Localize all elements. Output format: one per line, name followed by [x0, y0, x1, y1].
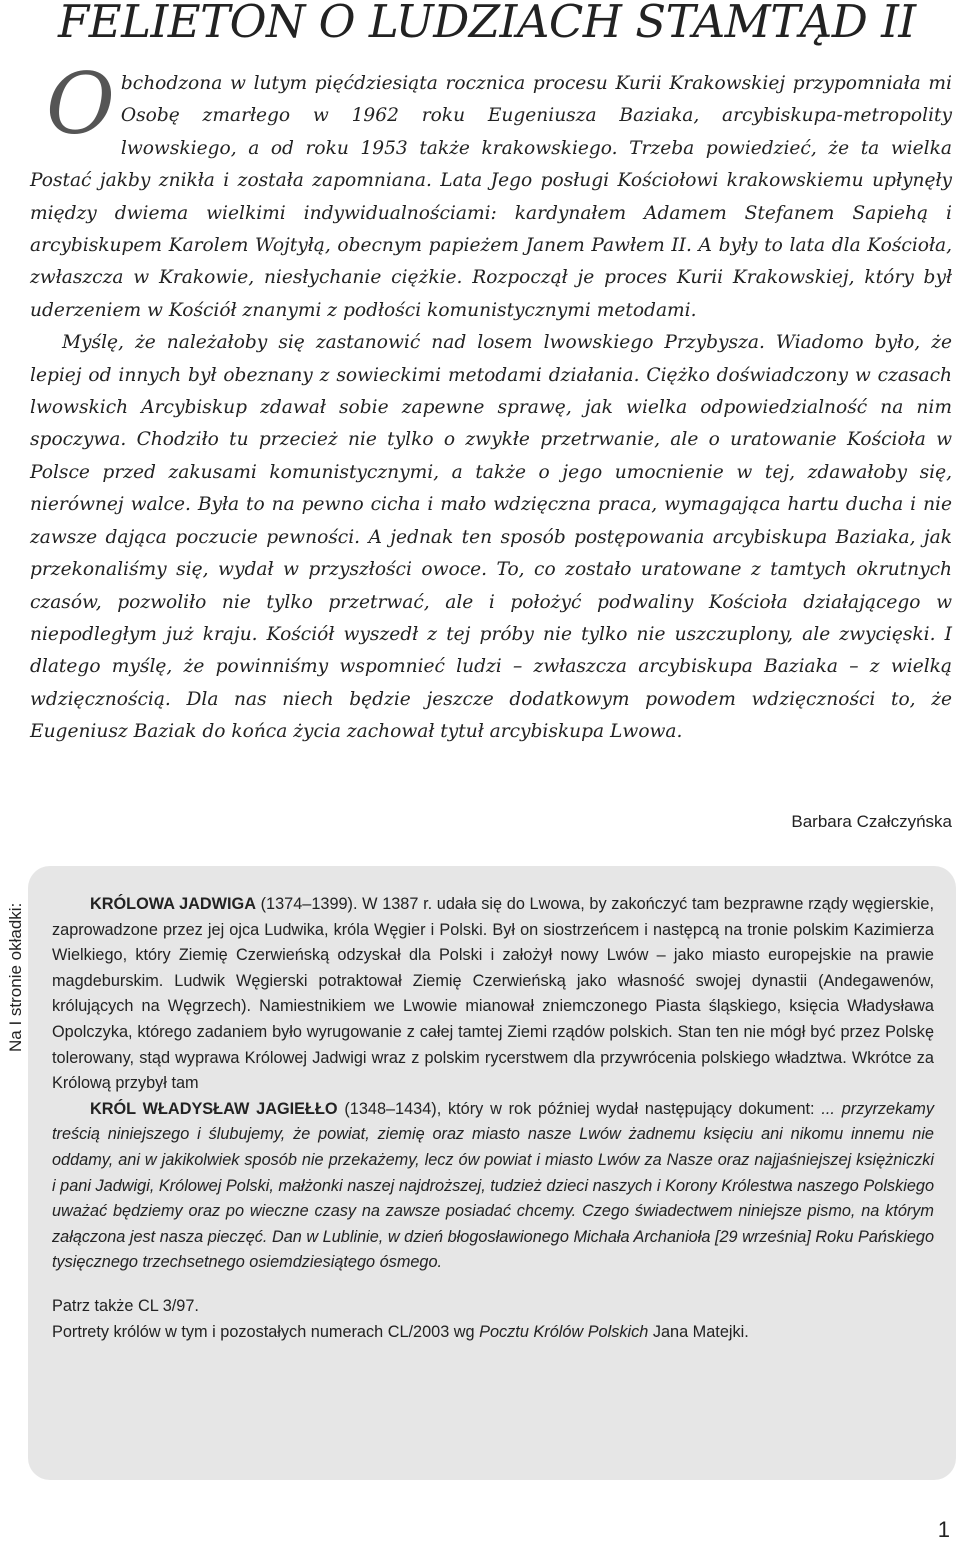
article-paragraph-2: Myślę, że należałoby się zastanowić nad losem lwowskiego Przybysza. Wiadomo było, że lepiej od innych był obeznany z sowieckimi metodami działania. Ciężko doświadczony w czasach lwowskich Arcybiskup zdawał sobie zapewne sprawę, jak wielka odpowiedzialność na nim spoczywa. Chodziło tu przecież nie tylko o zwykłe przetrwanie, ale o uratowanie Kościoła w Polsce przed zakusami komunistycznymi, a także o jego umocnienie w tej, zdawałoby się, nierównej walce. Była to na pewno cicha i mało wdzięczna praca, wymagająca hartu ducha i nie zawsze dająca poczucie pewności. A jednak ten sposób postępowania arcybiskupa Baziaka, jak przekonaliśmy się, wydał w przyszłości owoce. To, co zostało uratowane z tamtych okrutnych czasów, pozwoliło nie tylko przetrwać, ale i położyć podwaliny Kościoła działającego w niepodległym już kraju. Kościół wyszedł z tej próby nie tylko nie uszczuplony, ale zwycięski. I dlatego myślę, że powinniśmy wspomnieć ludzi – zwłaszcza arcybiskupa Baziaka – z wielką wdzięcznością. Dla nas niech będzie jeszcze dodatkowym powodem wdzięczności to, że Eugeniusz Baziak do końca życia zachował tytuł arcybiskupa Lwowa.	[30, 332, 952, 743]
document-quote: ... przyrzekamy treścią niniejszego i ślubujemy, że powiat, ziemię oraz miasto nasze Lwów żadnemu księciu ani nikomu innemu nie oddamy, ani w jakikolwiek sposób nie przekażemy, lecz ów powiat i miasto Lwów za Nasze oraz najjaśniejszej księżniczki i pani Jadwigi, Królowej Polski, małżonki naszej najdroższej, tudzież dzieci naszych i Korony Królestwa naszego Polskiego uważać będziemy oraz po wieczne czasy na zawsze posiadać chcemy. Czego świadectwem niniejsze pismo, na którym załączona jest nasza pieczęć. Dan w Lublinie, w dzień błogosławionego Michała Archanioła [29 września] Roku Pańskiego tysięcznego trzechsetnego osiemdziesiątego ósmego.	[52, 1099, 934, 1272]
page-number: 1	[937, 1517, 950, 1542]
article-paragraph-1-text: bchodzona w lutym pięćdziesiąta rocznica procesu Kurii Krakowskiej przypomniała mi Osobę zmarłego w 1962 roku Eugeniusza Baziaka, arcybiskupa-metropolity lwowskiego, a od roku 1953 także krakowskiego. Trzeba powiedzieć, że ta wielka Postać jakby znikła i została zapomniana. Lata Jego posługi Kościołowi krakowskiemu upłynęły między dwiema wielkimi indywidualnościami: kardynałem Adamem Stefanem Sapiehą i arcybiskupem Karolem Wojtyłą, obecnym papieżem Janem Pawłem II. A były to lata dla Kościoła, zwłaszcza w Krakowie, niesłychanie ciężkie. Rozpoczął je proces Kurii Krakowskiej, który był uderzeniem w Kościół znanymi z podłości komunistycznymi metodami.	[30, 73, 952, 321]
jadwiga-paragraph	[52, 892, 934, 1097]
article-author: Barbara Czałczyńska	[791, 812, 952, 831]
cover-info-content	[52, 892, 934, 1345]
article-body	[30, 55, 952, 749]
reference-2-title: Pocztu Królów Polskich	[479, 1322, 649, 1341]
reference-2-suffix: Jana Matejki.	[648, 1322, 749, 1341]
article-paragraph-1	[30, 55, 952, 327]
reference-2-prefix: Portrety królów w tym i pozostałych numerach CL/2003 wg	[52, 1322, 480, 1341]
page-title: FELIETON O LUDZIACH STAMTĄD II	[58, 0, 916, 48]
references	[52, 1294, 934, 1345]
jagiello-text: (1348–1434), który w rok później wydał następujący dokument:	[337, 1099, 822, 1118]
jadwiga-text: (1374–1399). W 1387 r. udała się do Lwowa, by zakończyć tam bezprawne rządy węgierskie, zaprowadzone przez jej ojca Ludwika, króla Węgier i Polski. Był on siostrzeńcem i następcą na tronie polskim Kazimierza Wielkiego, który Ziemię Czerwieńską odzyskał dla Polski i założył nowy Lwów – jako miasto europejskie na prawie magdeburskim. Ludwik Węgierski potraktował Ziemię Czerwieńską jako własność swojej dynastii (Andegawenów, królujących na Węgrzech). Namiestnikiem we Lwowie mianował zniemczonego Piasta śląskiego, księcia Władysława Opolczyka, którego zadaniem było wyrugowanie z całej tamtej Ziemi rządów polskich. Stan ten nie mógł być przez Polskę tolerowany, stąd wyprawa Królowej Jadwigi wraz z polskim rycerstwem dla przywrócenia polskiego władztwa. Wkrótce za Królową przybył tam	[52, 895, 934, 1093]
reference-1: Patrz także CL 3/97.	[52, 1296, 199, 1315]
reference-2	[52, 1320, 934, 1346]
side-label-text: Na I stronie okładki:	[6, 902, 25, 1052]
jagiello-paragraph	[52, 1097, 934, 1276]
jadwiga-name: KRÓLOWA JADWIGA	[90, 895, 256, 913]
side-label	[2, 858, 30, 1058]
drop-cap: O	[46, 55, 115, 153]
jagiello-name: KRÓL WŁADYSŁAW JAGIEŁŁO	[90, 1099, 338, 1118]
